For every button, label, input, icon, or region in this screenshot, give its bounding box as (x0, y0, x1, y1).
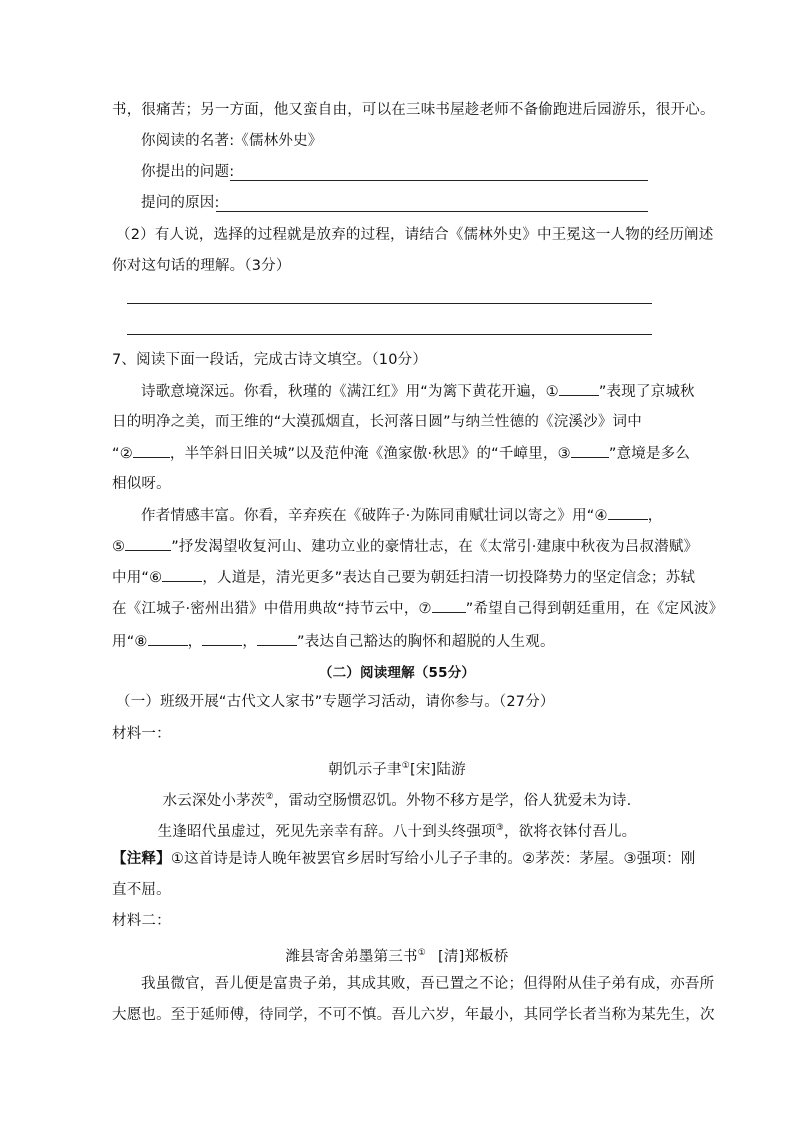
poem-line-1 (0, 787, 794, 811)
text-segment: ”意境是多么 (608, 446, 691, 462)
notes-text: ①这首诗是诗人晚年被罢官乡居时写给小儿子子聿的。②茅茨：茅屋。③强项：刚 (170, 851, 696, 867)
notes-line-2: 直不屈。 (112, 882, 171, 898)
fill-blank-1[interactable] (559, 381, 599, 396)
blank-number-7: ⑦ (418, 601, 432, 617)
text-segment: ”抒发渴望收复河山、建功立业的豪情壮志，在《太常引·建康中秋夜为吕叔潜赋》 (171, 539, 699, 555)
text-segment: 中用“ (112, 570, 150, 586)
answer-line-2[interactable] (127, 334, 652, 335)
blank-number-6: ⑥ (149, 570, 163, 586)
section-2-heading: （二）阅读理解（55分） (318, 665, 476, 681)
letter-heading (0, 943, 794, 967)
text-segment: ”希望自己得到朝廷重用，在《定风波》 (465, 601, 724, 617)
blank-number-8: ⑧ (134, 634, 148, 650)
poem-paragraph-2-line-3 (112, 567, 696, 588)
notes-line-1 (112, 849, 696, 869)
subsection-1-title: （一）班级开展“古代文人家书”专题学习活动，请你参与。（27分） (116, 694, 555, 710)
text-segment: ， (187, 634, 203, 650)
notes-label: 【注释】 (112, 851, 171, 867)
poem-author: [宋]陆游 (409, 761, 466, 778)
blank-number-3: ③ (557, 446, 571, 462)
text-segment: 用“ (112, 634, 135, 650)
material-2-label: 材料二： (112, 913, 171, 929)
text-segment: ，欲将衣钵付吾儿。 (504, 823, 637, 840)
fill-blank-4[interactable] (608, 505, 648, 520)
question-answer-line[interactable] (230, 180, 648, 181)
poem-paragraph-1-line-2: 日的明净之美，而王维的“大漠孤烟直，长河落日圆”与纳兰性德的《浣溪沙》词中 (112, 414, 642, 430)
letter-title: 潍县寄舍弟墨第三书 (285, 948, 418, 965)
letter-line-1: 我虽微官，吾儿便是富贵子弟，其成其败，吾已置之不论；但得附从佳子弟有成，亦吾所 (141, 976, 715, 992)
fill-blank-7[interactable] (432, 598, 466, 613)
letter-line-2: 大愿也。至于延师傅，待同学，不可不慎。吾儿六岁，年最小，其同学长者当称为某先生，次 (112, 1007, 715, 1023)
letter-author: [清]郑板桥 (438, 948, 509, 965)
poem-paragraph-2-line-4 (112, 598, 724, 619)
text-segment: 水云深处小茅茨 (162, 792, 266, 809)
text-segment: ，半竿斜日旧关城”以及范仲淹《渔家傲·秋思》的“千嶂里， (169, 446, 558, 462)
poem-paragraph-1-line-1 (141, 381, 721, 402)
poem-paragraph-2-line-1 (141, 505, 721, 526)
fill-blank-3[interactable] (571, 443, 609, 458)
poem-title: 朝饥示子聿 (328, 761, 402, 778)
question-2-line-1: （2）有人说，选择的过程就是放弃的过程，请结合《儒林外史》中王冕这一人物的经历阐述 (116, 227, 714, 243)
text-segment: ”表达自己豁达的胸怀和超脱的人生观。 (297, 634, 555, 650)
text-segment: “ (112, 446, 120, 462)
footnote-marker: ① (417, 948, 427, 958)
question-row (141, 162, 721, 182)
text-segment: 在《江城子·密州出猎》中借用典故“持节云中， (112, 601, 419, 617)
reason-label: 提问的原因: (141, 195, 220, 211)
poem-heading (0, 756, 794, 780)
blank-number-4: ④ (594, 508, 608, 524)
blank-number-5: ⑤ (112, 539, 126, 555)
text-segment: 诗歌意境深远。你看，秋瑾的《满江红》用“为篱下黄花开遍， (141, 384, 546, 400)
question-label: 你提出的问题: (141, 164, 235, 180)
material-1-label: 材料一： (112, 726, 171, 742)
fill-blank-8a[interactable] (148, 631, 188, 646)
poem-paragraph-2-line-2 (112, 536, 699, 557)
blank-number-1: ① (545, 384, 559, 400)
text-segment: ，人道是，清光更多”表达自己要为朝廷扫清一切投降势力的坚定信念；苏轼 (202, 570, 696, 586)
reason-answer-line[interactable] (216, 211, 648, 212)
poem-paragraph-1-line-3 (112, 443, 692, 464)
footnote-marker: ② (265, 792, 274, 802)
fill-blank-2[interactable] (133, 443, 170, 458)
text-segment: ， (242, 634, 258, 650)
text-segment: ”表现了京城秋 (598, 384, 695, 400)
paragraph-line: 书，很痛苦；另一方面，他又蛮自由，可以在三味书屋趁老师不备偷跑进后园游乐，很开心。 (112, 102, 715, 118)
poem-paragraph-1-line-4: 相似呀。 (112, 476, 171, 492)
text-segment: ， (647, 508, 663, 524)
reason-row (141, 193, 721, 213)
answer-line-1[interactable] (127, 303, 652, 304)
blank-number-2: ② (119, 446, 133, 462)
question-2-line-2: 你对这句话的理解。（3分） (112, 258, 291, 274)
text-segment: 作者情感丰富。你看，辛弃疾在《破阵子·为陈同甫赋壮词以寄之》用“ (141, 508, 595, 524)
poem-line-2 (0, 818, 794, 842)
fill-blank-5[interactable] (125, 536, 171, 551)
fill-blank-8b[interactable] (202, 631, 242, 646)
footnote-marker: ③ (495, 823, 505, 833)
footnote-marker: ① (401, 761, 410, 771)
book-label: 你阅读的名著:《儒林外史》 (141, 133, 323, 149)
text-segment: 生逢昭代虽虚过，死见先亲幸有辞。八十到头终强项 (157, 823, 496, 840)
question-7-title: 7、阅读下面一段话，完成古诗文填空。（10分） (112, 352, 428, 368)
poem-paragraph-2-line-5 (112, 631, 692, 652)
fill-blank-6[interactable] (162, 567, 202, 582)
text-segment: ，雷动空肠惯忍饥。外物不移方是学，俗人犹爱未为诗. (273, 792, 632, 809)
fill-blank-8c[interactable] (257, 631, 297, 646)
